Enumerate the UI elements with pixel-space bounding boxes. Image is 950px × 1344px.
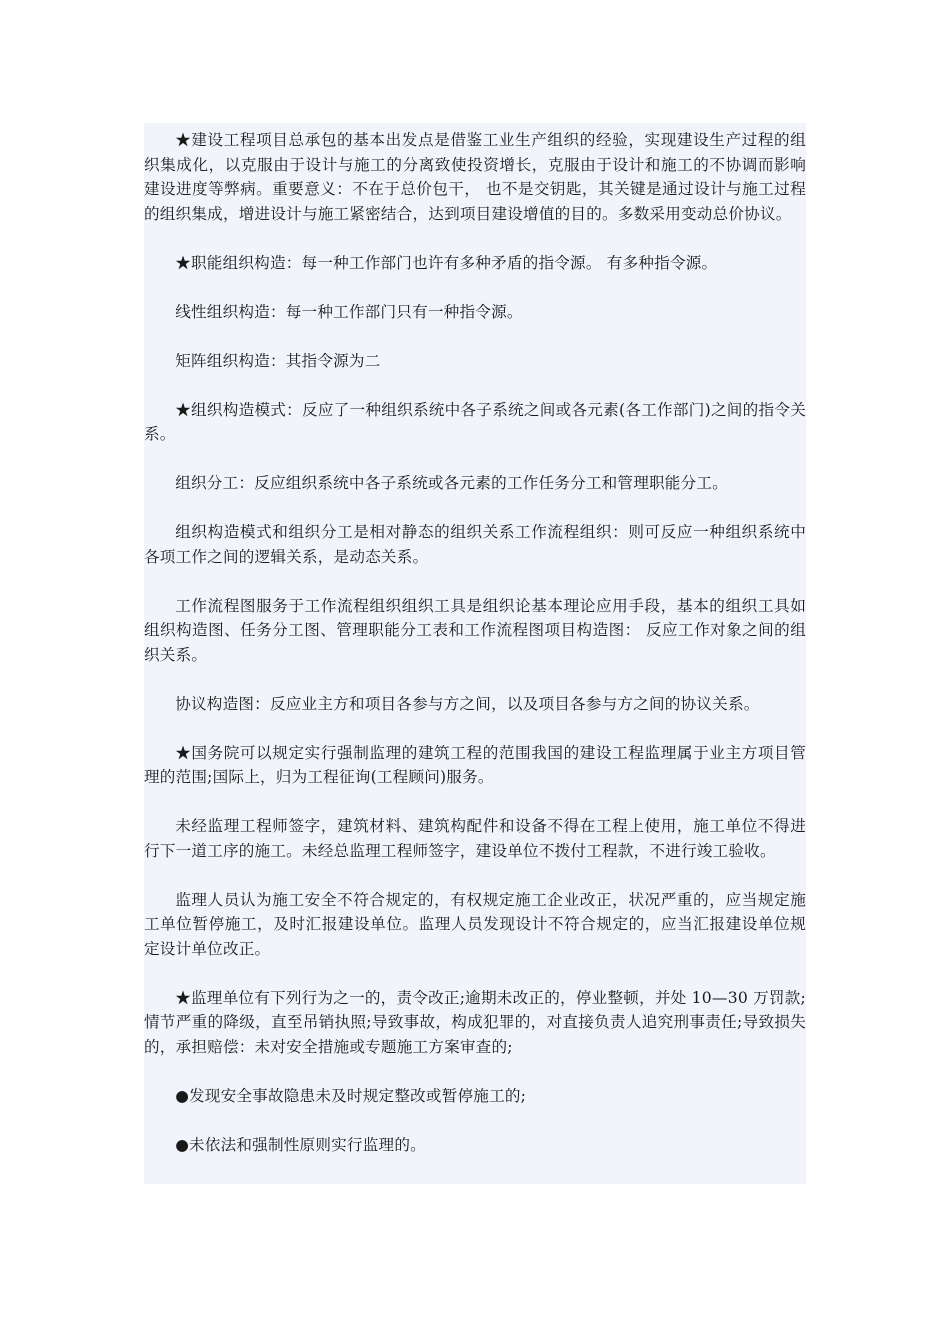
paragraph-division-of-labor: 组织分工：反应组织系统中各子系统或各元素的工作任务分工和管理职能分工。 [175,474,728,492]
paragraph-workflow-organization: 组织构造模式和组织分工是相对静态的组织关系工作流程组织：则可反应一种组织系统中各项工作之间的逻辑关系，是动态关系。 [144,523,806,566]
paragraph-mandatory-supervision: ★国务院可以规定实行强制监理的建筑工程的范围我国的建设工程监理属于业主方项目管理的范围;国际上，归为工程征询(工程顾问)服务。 [144,743,806,786]
paragraph-workflow-chart: 工作流程图服务于工作流程组织组织工具是组织论基本理论应用手段，基本的组织工具如组织构造图、任务分工图、管理职能分工表和工作流程图项目构造图： 反应工作对象之间的组织关系。 [144,596,806,664]
paragraph-functional-structure: ★职能组织构造：每一种工作部门也许有多种矛盾的指令源。 有多种指令源。 [175,253,718,272]
paragraph-engineer-signature: 未经监理工程师签字，建筑材料、建筑构配件和设备不得在工程上使用，施工单位不得进行下一道工序的施工。未经总监理工程师签字，建设单位不拨付工程款，不进行竣工验收。 [144,817,806,860]
paragraph-structure-mode: ★组织构造模式：反应了一种组织系统中各子系统之间或各元素(各工作部门)之间的指令关系。 [144,400,806,443]
paragraph-general-contracting: ★建设工程项目总承包的基本出发点是借鉴工业生产组织的经验，实现建设生产过程的组织集成化，以克服由于设计与施工的分离致使投资增长，克服由于设计和施工的不协调而影响建设进度等弊病。重要意义：不在于总价包干， 也不是交钥匙，其关键是通过设计与施工过程的组织集成，增进设计与施工紧密结合，达到项目建设增值的目的。多数采用变动总价协议。 [144,131,806,223]
paragraph-penalties: ★监理单位有下列行为之一的，责令改正;逾期未改正的，停业整顿，并处 10—30 万罚款;情节严重的降级，直至吊销执照;导致事故，构成犯罪的，对直接负责人追究刑事责任;导致损失的，承担赔偿：未对安全措施或专题施工方案审查的; [144,988,806,1056]
paragraph-matrix-structure: 矩阵组织构造：其指令源为二 [175,351,381,370]
bullet-lawful-supervision: ●未依法和强制性原则实行监理的。 [175,1135,426,1154]
document-content [144,123,806,1184]
bullet-hazard-rectification: ●发现安全事故隐患未及时规定整改或暂停施工的; [175,1086,527,1105]
paragraph-linear-structure: 线性组织构造：每一种工作部门只有一种指令源。 [175,302,523,321]
paragraph-safety-supervision: 监理人员认为施工安全不符合规定的，有权规定施工企业改正，状况严重的，应当规定施工单位暂停施工，及时汇报建设单位。监理人员发现设计不符合规定的，应当汇报建设单位规定设计单位改正。 [144,890,806,958]
paragraph-contract-structure: 协议构造图：反应业主方和项目各参与方之间，以及项目各参与方之间的协议关系。 [175,694,760,713]
